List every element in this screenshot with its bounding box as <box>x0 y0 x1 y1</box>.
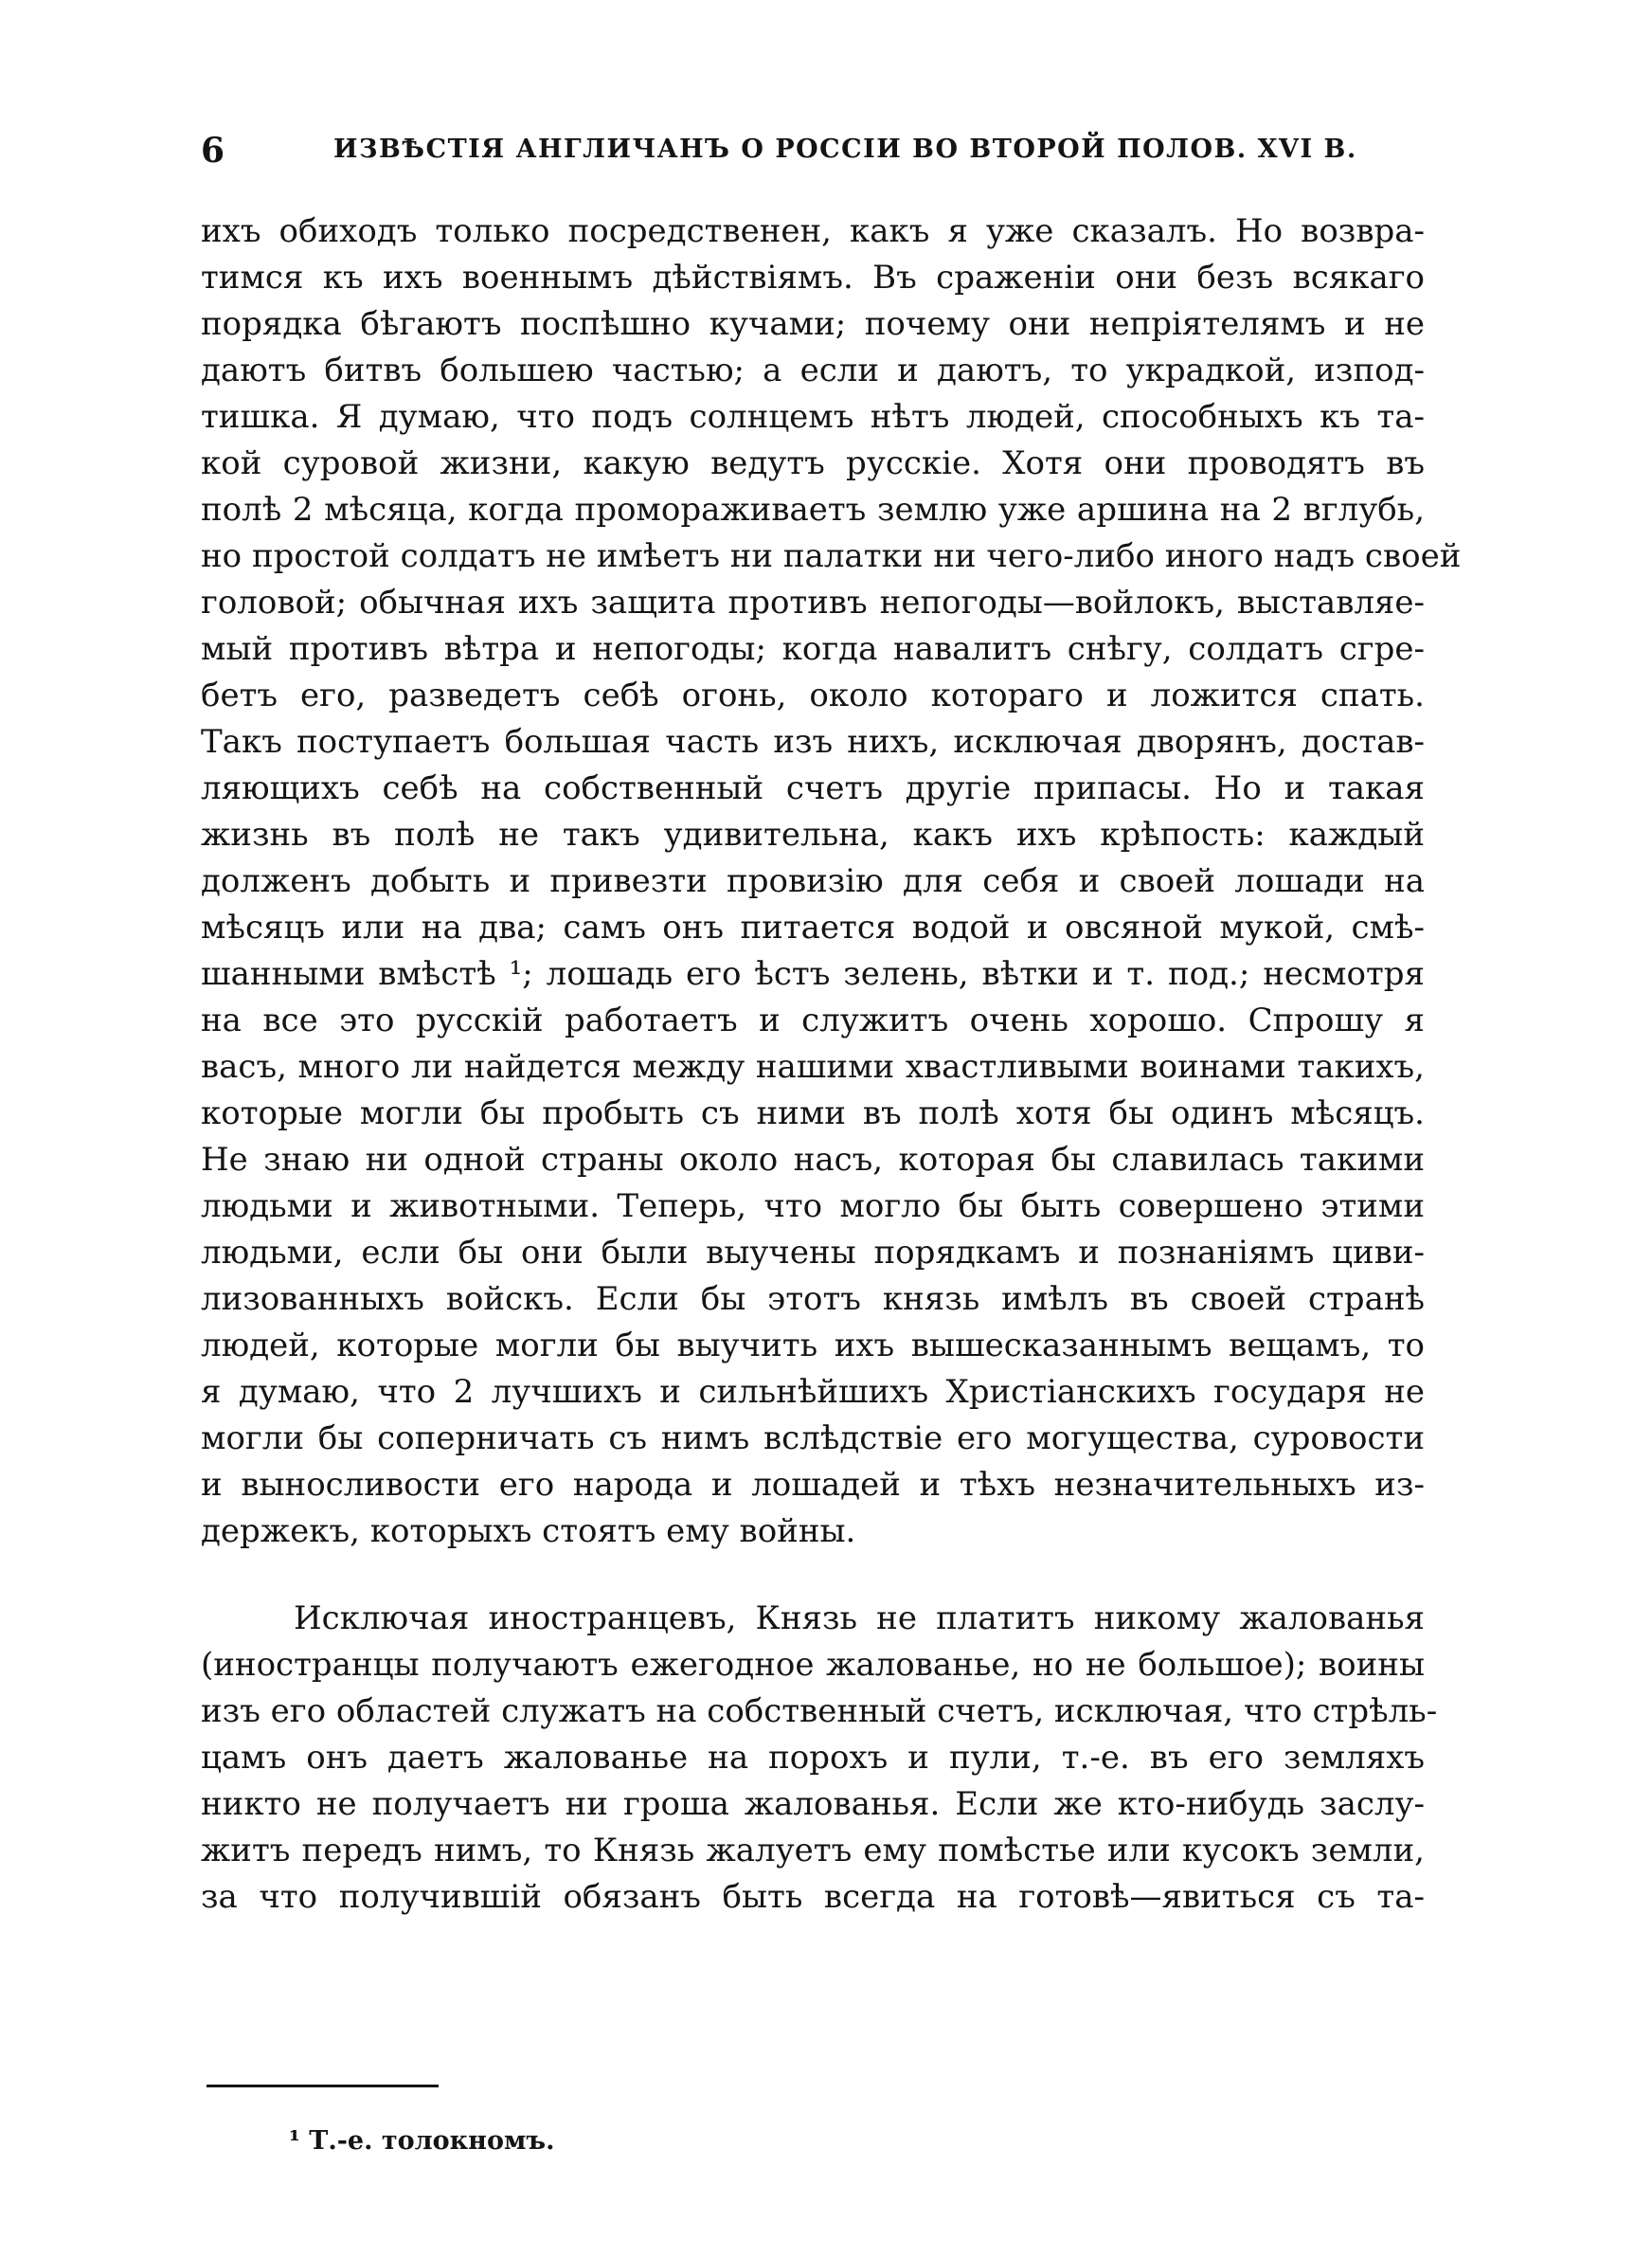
text-line: долженъ добыть и привезти провизію для себя и своей лошади на <box>201 862 1425 900</box>
text-line: жизнь въ полѣ не такъ удивительна, какъ ихъ крѣпость: каждый <box>201 816 1425 854</box>
text-line: бетъ его, разведетъ себѣ огонь, около котораго и ложится спать. <box>201 677 1425 714</box>
text-line: людьми, если бы они были выучены порядкамъ и познаніямъ циви- <box>201 1234 1425 1272</box>
running-head <box>201 131 1423 178</box>
text-line: людей, которые могли бы выучить ихъ вышесказаннымъ вещамъ, то <box>201 1327 1425 1364</box>
footnote-divider <box>206 2085 439 2087</box>
text-line: даютъ битвъ большею частью; а если и даютъ, то украдкой, изпод- <box>201 352 1425 389</box>
text-line: и выносливости его народа и лошадей и тѣхъ незначительныхъ из- <box>201 1466 1425 1504</box>
text-line: тишка. Я думаю, что подъ солнцемъ нѣтъ людей, способныхъ къ та- <box>201 398 1425 436</box>
text-line: которые могли бы пробыть съ ними въ полѣ хотя бы одинъ мѣсяцъ. <box>201 1094 1425 1132</box>
text-line: изъ его областей служатъ на собственный счетъ, исключая, что стрѣль- <box>201 1692 1438 1730</box>
text-line: мый противъ вѣтра и непогоды; когда навалитъ снѣгу, солдатъ сгре- <box>201 630 1425 668</box>
running-title: ИЗВѢСТІЯ АНГЛИЧАНЪ О РОССІИ ВО ВТОРОЙ ПОЛОВ. XVI В. <box>333 135 1357 164</box>
text-line: Такъ поступаетъ большая часть изъ нихъ, исключая дворянъ, достав- <box>201 723 1425 761</box>
text-line: полѣ 2 мѣсяца, когда промораживаетъ землю уже аршина на 2 вглубь, <box>201 491 1425 529</box>
text-line: кой суровой жизни, какую ведутъ русскіе. Хотя они проводятъ въ <box>201 444 1425 482</box>
text-line: но простой солдатъ не имѣетъ ни палатки ни чего-либо иного надъ своей <box>201 537 1462 575</box>
text-line: порядка бѣгаютъ поспѣшно кучами; почему они непріятелямъ и не <box>201 305 1425 343</box>
text-line: тимся къ ихъ военнымъ дѣйствіямъ. Въ сраженіи они безъ всякаго <box>201 259 1425 297</box>
text-line: на все это русскій работаетъ и служитъ очень хорошо. Спрошу я <box>201 1002 1425 1039</box>
text-line: шанными вмѣстѣ ¹; лошадь его ѣстъ зелень, вѣтки и т. под.; несмотря <box>201 955 1425 993</box>
text-line: Не знаю ни одной страны около насъ, которая бы славилась такими <box>201 1141 1425 1179</box>
text-line: лизованныхъ войскъ. Если бы этотъ князь имѣлъ въ своей странѣ <box>201 1280 1425 1318</box>
text-line: никто не получаетъ ни гроша жалованья. Если же кто-нибудь заслу- <box>201 1785 1425 1823</box>
text-line: Исключая иностранцевъ, Князь не платитъ никому жалованья <box>294 1599 1425 1637</box>
text-line: я думаю, что 2 лучшихъ и сильнѣйшихъ Христіанскихъ государя не <box>201 1373 1425 1411</box>
text-line: держекъ, которыхъ стоятъ ему войны. <box>201 1512 856 1550</box>
text-line: цамъ онъ даетъ жалованье на порохъ и пули, т.-е. въ его земляхъ <box>201 1739 1425 1777</box>
footnote: ¹ Т.-е. толокномъ. <box>289 2126 555 2156</box>
text-line: ихъ обиходъ только посредственен, какъ я уже сказалъ. Но возвра- <box>201 212 1425 250</box>
text-line: могли бы соперничать съ нимъ вслѣдствіе его могущества, суровости <box>201 1419 1425 1457</box>
page-number: 6 <box>201 131 225 171</box>
text-line: (иностранцы получаютъ ежегодное жалованье, но не большое); воины <box>201 1646 1425 1684</box>
text-line: ляющихъ себѣ на собственный счетъ другіе припасы. Но и такая <box>201 769 1425 807</box>
text-line: житъ передъ нимъ, то Князь жалуетъ ему помѣстье или кусокъ земли, <box>201 1832 1425 1869</box>
text-line: за что получившій обязанъ быть всегда на готовѣ—явиться съ та- <box>201 1878 1425 1916</box>
text-line: васъ, много ли найдется между нашими хвастливыми воинами такихъ, <box>201 1048 1425 1086</box>
text-line: мѣсяцъ или на два; самъ онъ питается водой и овсяной мукой, смѣ- <box>201 909 1425 947</box>
text-line: людьми и животными. Теперь, что могло бы быть совершено этими <box>201 1187 1425 1225</box>
text-line: головой; обычная ихъ защита противъ непогоды—войлокъ, выставляе- <box>201 584 1425 622</box>
